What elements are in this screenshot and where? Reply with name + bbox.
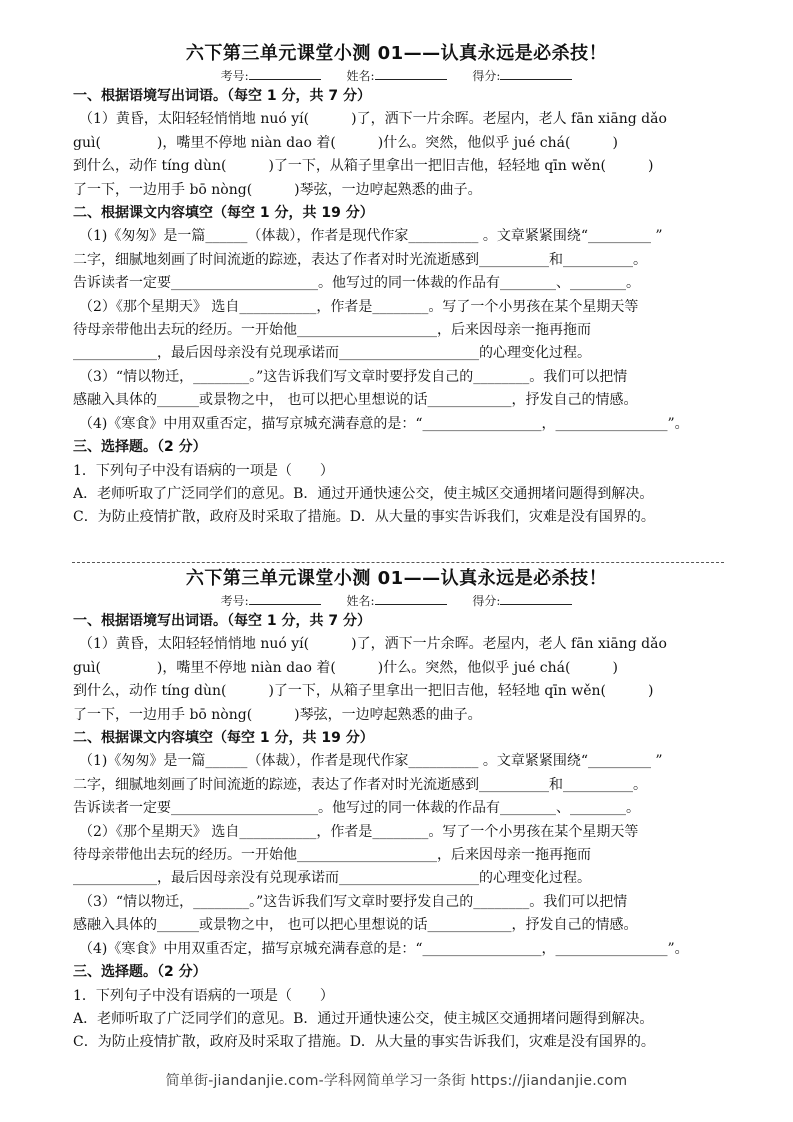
question-line: guì( )，嘴里不停地 niàn dao 着( )什么。突然，他似乎 jué chá( ) xyxy=(73,659,618,676)
question-line: （3）“情以物迁，________。”这告诉我们写文章时要抒发自己的________。我们可以把情 xyxy=(79,893,628,910)
question-line: 二字，细腻地刻画了时间流逝的踪迹，表达了作者对时光流逝感到__________和__________。 xyxy=(73,776,647,793)
name-label: 姓名: xyxy=(346,594,375,608)
question-line: （2）《那个星期天》 选自___________，作者是________。写了一个小男孩在某个星期天等 xyxy=(79,298,639,315)
exam-no-label: 考号: xyxy=(220,69,249,83)
choice-line: C．为防止疫情扩散，政府及时采取了措施。D．从大量的事实告诉我们，灾难是没有国界的。 xyxy=(73,1034,655,1051)
question-line: （1)《匆匆》是一篇______（体裁），作者是现代作家__________ 。文章紧紧围绕“_________ ” xyxy=(79,753,663,770)
cut-line-divider xyxy=(72,562,724,563)
question-line: 告诉读者一定要_____________________。他写过的同一体裁的作品有________、________。 xyxy=(73,800,640,817)
question-line: ____________，最后因母亲没有兑现承诺而____________________的心理变化过程。 xyxy=(73,870,591,887)
section-3-heading: 三、选择题。（2 分） xyxy=(73,439,207,456)
question-line: 1．下列句子中没有语病的一项是（ ） xyxy=(73,987,334,1004)
question-line: 告诉读者一定要_____________________。他写过的同一体裁的作品有________、________。 xyxy=(73,275,640,292)
score-blank[interactable] xyxy=(500,67,572,80)
choice-line: C．为防止疫情扩散，政府及时采取了措施。D．从大量的事实告诉我们，灾难是没有国界的。 xyxy=(73,509,655,526)
section-1-heading: 一、根据语境写出词语。（每空 1 分，共 7 分） xyxy=(73,613,371,629)
question-line: 了一下，一边用手 bō nòng( )琴弦，一边哼起熟悉的曲子。 xyxy=(73,706,482,723)
name-blank[interactable] xyxy=(375,592,447,605)
question-line: （1）黄昏，太阳轻轻悄悄地 nuó yí( )了，洒下一片余晖。老屋内，老人 fān xiāng dǎo xyxy=(79,111,667,128)
footer-watermark: 简单街-jiandanjie.com-学科网简单学习一条街 https://jiandanjie.com xyxy=(165,1073,628,1089)
question-line: ____________，最后因母亲没有兑现承诺而____________________的心理变化过程。 xyxy=(73,345,591,362)
question-line: 待母亲带他出去玩的经历。一开始他____________________，后来因母亲一拖再拖而 xyxy=(73,322,591,339)
quiz-copy-1 xyxy=(0,42,793,530)
question-line: 到什么，动作 tíng dùn( )了一下，从箱子里拿出一把旧吉他，轻轻地 qīn wěn( ) xyxy=(73,683,654,700)
question-line: 待母亲带他出去玩的经历。一开始他____________________，后来因母亲一拖再拖而 xyxy=(73,847,591,864)
question-line: （3）“情以物迁，________。”这告诉我们写文章时要抒发自己的________。我们可以把情 xyxy=(79,368,628,385)
question-line: 感融入具体的______或景物之中， 也可以把心里想说的话____________，抒发自己的情感。 xyxy=(73,392,638,409)
info-row xyxy=(0,592,793,610)
question-line: （1)《匆匆》是一篇______（体裁），作者是现代作家__________ 。文章紧紧围绕“_________ ” xyxy=(79,228,663,245)
info-row xyxy=(0,67,793,85)
question-line: 1．下列句子中没有语病的一项是（ ） xyxy=(73,462,334,479)
exam-no-label: 考号: xyxy=(220,594,249,608)
question-line: 到什么，动作 tíng dùn( )了一下，从箱子里拿出一把旧吉他，轻轻地 qīn wěn( ) xyxy=(73,158,654,175)
question-line: （2）《那个星期天》 选自___________，作者是________。写了一个小男孩在某个星期天等 xyxy=(79,823,639,840)
quiz-title: 六下第三单元课堂小测 01——认真永远是必杀技！ xyxy=(185,568,608,589)
question-line: （4)《寒食》中用双重否定，描写京城充满春意的是：“_________________，________________”。 xyxy=(79,940,689,957)
score-blank[interactable] xyxy=(500,592,572,605)
score-label: 得分: xyxy=(472,594,501,608)
exam-no-blank[interactable] xyxy=(249,592,321,605)
name-label: 姓名: xyxy=(346,69,375,83)
choice-line: A．老师听取了广泛同学们的意见。B．通过开通快速公交，使主城区交通拥堵问题得到解决。 xyxy=(73,485,654,502)
question-line: （4)《寒食》中用双重否定，描写京城充满春意的是：“_________________，________________”。 xyxy=(79,415,689,432)
choice-line: A．老师听取了广泛同学们的意见。B．通过开通快速公交，使主城区交通拥堵问题得到解决。 xyxy=(73,1010,654,1027)
score-label: 得分: xyxy=(472,69,501,83)
section-2-heading: 二、根据课文内容填空（每空 1 分，共 19 分） xyxy=(73,730,374,747)
exam-no-blank[interactable] xyxy=(249,67,321,80)
question-line: 感融入具体的______或景物之中， 也可以把心里想说的话____________，抒发自己的情感。 xyxy=(73,917,638,934)
question-line: guì( )，嘴里不停地 niàn dao 着( )什么。突然，他似乎 jué chá( ) xyxy=(73,134,618,151)
section-1-heading: 一、根据语境写出词语。（每空 1 分，共 7 分） xyxy=(73,88,371,104)
quiz-copy-2 xyxy=(0,567,793,1055)
question-line: （1）黄昏，太阳轻轻悄悄地 nuó yí( )了，洒下一片余晖。老屋内，老人 fān xiāng dǎo xyxy=(79,636,667,653)
question-line: 了一下，一边用手 bō nòng( )琴弦，一边哼起熟悉的曲子。 xyxy=(73,181,482,198)
question-line: 二字，细腻地刻画了时间流逝的踪迹，表达了作者对时光流逝感到__________和__________。 xyxy=(73,251,647,268)
name-blank[interactable] xyxy=(375,67,447,80)
quiz-title: 六下第三单元课堂小测 01——认真永远是必杀技！ xyxy=(185,43,608,64)
section-2-heading: 二、根据课文内容填空（每空 1 分，共 19 分） xyxy=(73,205,374,222)
section-3-heading: 三、选择题。（2 分） xyxy=(73,964,207,981)
